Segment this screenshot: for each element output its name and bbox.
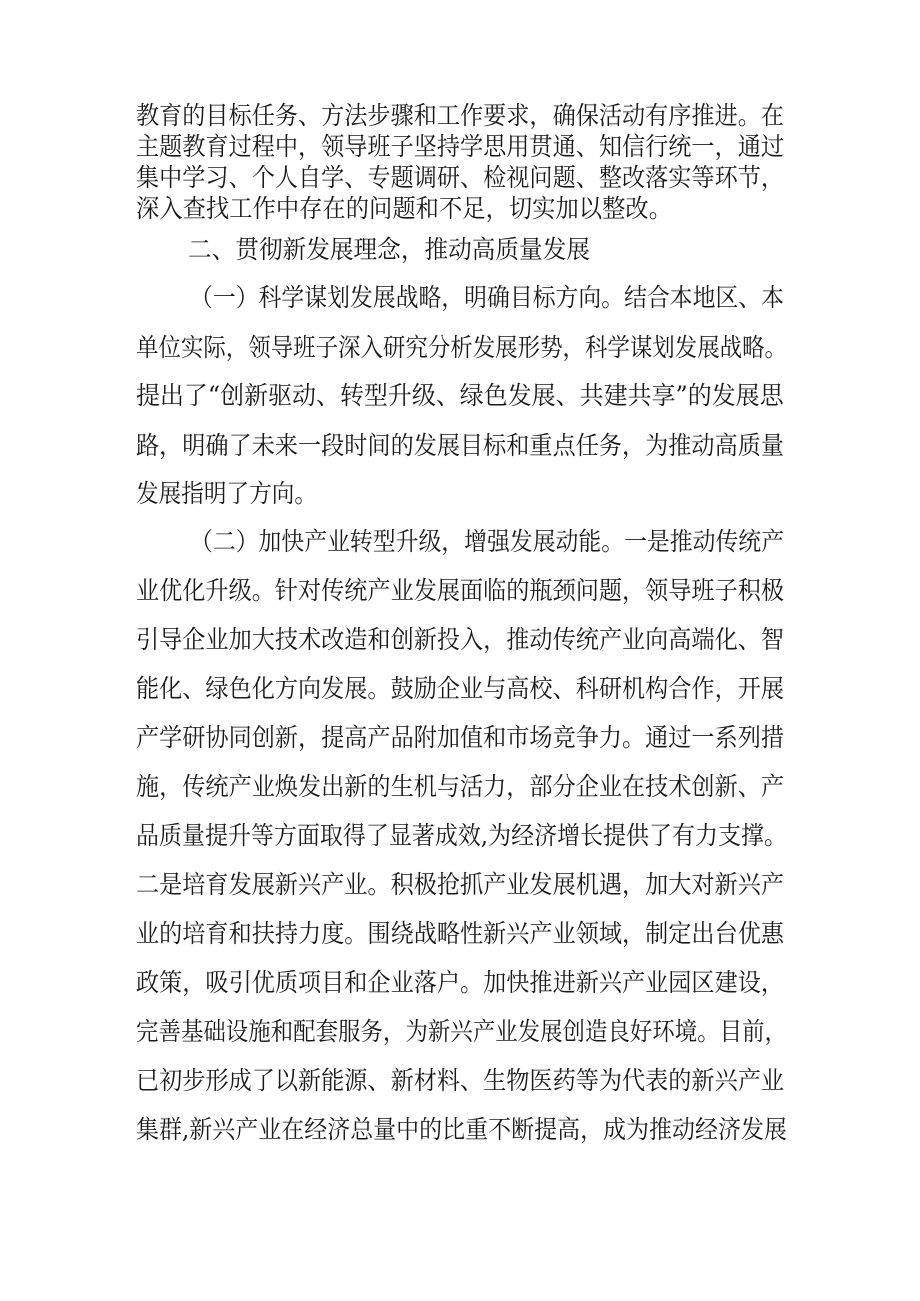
text-line-18: 二是培育发展新兴产业。积极抢抓产业发展机遇，加大对新兴产 <box>136 870 785 899</box>
text-line-15: 产学研协同创新，提高产品附加值和市场竞争力。通过一系列措 <box>136 723 785 752</box>
text-line-6: （一）科学谋划发展战略，明确目标方向。结合本地区、本 <box>190 283 785 312</box>
text-line-9: 路，明确了未来一段时间的发展目标和重点任务，为推动高质量 <box>136 431 785 460</box>
text-line-16: 施，传统产业焕发出新的生机与活力，部分企业在技术创新、产 <box>136 772 785 801</box>
text-line-11: （二）加快产业转型升级，增强发展动能。一是推动传统产 <box>190 527 785 556</box>
text-line-4: 深入查找工作中存在的问题和不足，切实加以整改。 <box>136 194 673 223</box>
text-line-21: 完善基础设施和配套服务，为新兴产业发展创造良好环境。目前， <box>136 1017 788 1046</box>
text-line-2: 主题教育过程中，领导班子坚持学思用贯通、知信行统一，通过 <box>136 132 785 161</box>
text-line-17: 品质量提升等方面取得了显著成效,为经济增长提供了有力支撑。 <box>136 821 787 850</box>
text-line-22: 已初步形成了以新能源、新材料、生物医药等为代表的新兴产业 <box>136 1066 785 1095</box>
text-line-1: 教育的目标任务、方法步骤和工作要求，确保活动有序推进。在 <box>136 101 785 130</box>
text-line-3: 集中学习、个人自学、专题调研、检视问题、整改落实等环节， <box>136 163 785 192</box>
text-line-14: 能化、绿色化方向发展。鼓励企业与高校、科研机构合作，开展 <box>136 674 785 703</box>
section-heading: 二、贯彻新发展理念，推动高质量发展 <box>188 235 591 264</box>
text-line-23: 集群,新兴产业在经济总量中的比重不断提高，成为推动经济发展 <box>136 1115 787 1144</box>
text-line-10: 发展指明了方向。 <box>136 479 318 508</box>
text-line-12: 业优化升级。针对传统产业发展面临的瓶颈问题，领导班子积极 <box>136 576 785 605</box>
text-line-7: 单位实际，领导班子深入研究分析发展形势，科学谋划发展战略。 <box>136 333 788 362</box>
text-line-20: 政策，吸引优质项目和企业落户。加快推进新兴产业园区建设， <box>136 968 785 997</box>
text-line-8: 提出了“创新驱动、转型升级、绿色发展、共建共享”的发展思 <box>136 381 784 410</box>
text-line-19: 业的培育和扶持力度。围绕战略性新兴产业领域，制定出台优惠 <box>136 919 785 948</box>
text-line-13: 引导企业加大技术改造和创新投入，推动传统产业向高端化、智 <box>136 625 785 654</box>
